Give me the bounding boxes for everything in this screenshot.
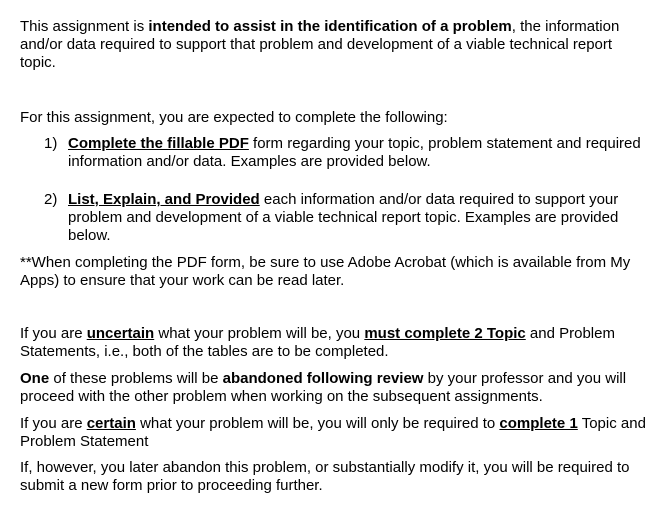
intro-bold: intended to assist in the identification of a problem: [148, 18, 512, 35]
intro-paragraph: [20, 18, 650, 72]
text: by your professor and you will proceed with the other problem when working on the subsequent assignments.: [20, 370, 627, 405]
item-text: each information and/or data required to support your problem and development of a viable technical report topic. Examples are provided below.: [68, 191, 619, 244]
list-number: 2): [44, 191, 58, 208]
underlined-bold: certain: [86, 415, 136, 432]
bold-text: abandoned following review: [222, 370, 424, 387]
underlined-bold: uncertain: [86, 325, 155, 342]
text: what your problem will be, you: [154, 325, 365, 342]
bold-text: One: [20, 370, 50, 387]
list-number: 1): [44, 135, 58, 152]
certain-paragraph: [20, 415, 650, 451]
text: and Problem Statements, i.e., both of the tables are to be completed.: [20, 325, 615, 360]
however-paragraph: If, however, you later abandon this problem, or substantially modify it, you will be required to submit a new form prior to proceeding further.: [20, 459, 630, 494]
text: Topic and Problem Statement: [20, 415, 646, 450]
underlined-bold: Complete the fillable PDF: [68, 135, 249, 152]
list-item-text: [68, 135, 649, 171]
underlined-bold: List, Explain, and Provided: [68, 191, 260, 208]
expected-paragraph: For this assignment, you are expected to complete the following:: [20, 109, 448, 126]
uncertain-paragraph: [20, 325, 650, 361]
list-item-text: [68, 191, 649, 245]
text: of these problems will be: [49, 370, 223, 387]
underlined-bold: must complete 2 Topic: [364, 325, 526, 342]
note-paragraph: **When completing the PDF form, be sure to use Adobe Acrobat (which is available from My Apps) to ensure that your work can be read later.: [20, 254, 631, 289]
list-item-1: [44, 135, 649, 171]
underlined-bold: complete 1: [499, 415, 578, 432]
intro-text-1: This assignment is: [20, 18, 149, 35]
text: what your problem will be, you will only be required to: [135, 415, 500, 432]
item-text: form regarding your topic, problem statement and required information and/or data. Examples are provided below.: [68, 135, 641, 170]
one-paragraph: [20, 370, 650, 406]
text: If you are: [20, 415, 87, 432]
text: If you are: [20, 325, 87, 342]
list-item-2: [44, 191, 649, 245]
intro-text-2: , the information and/or data required to support that problem and development of a viable technical report topic.: [20, 18, 620, 71]
